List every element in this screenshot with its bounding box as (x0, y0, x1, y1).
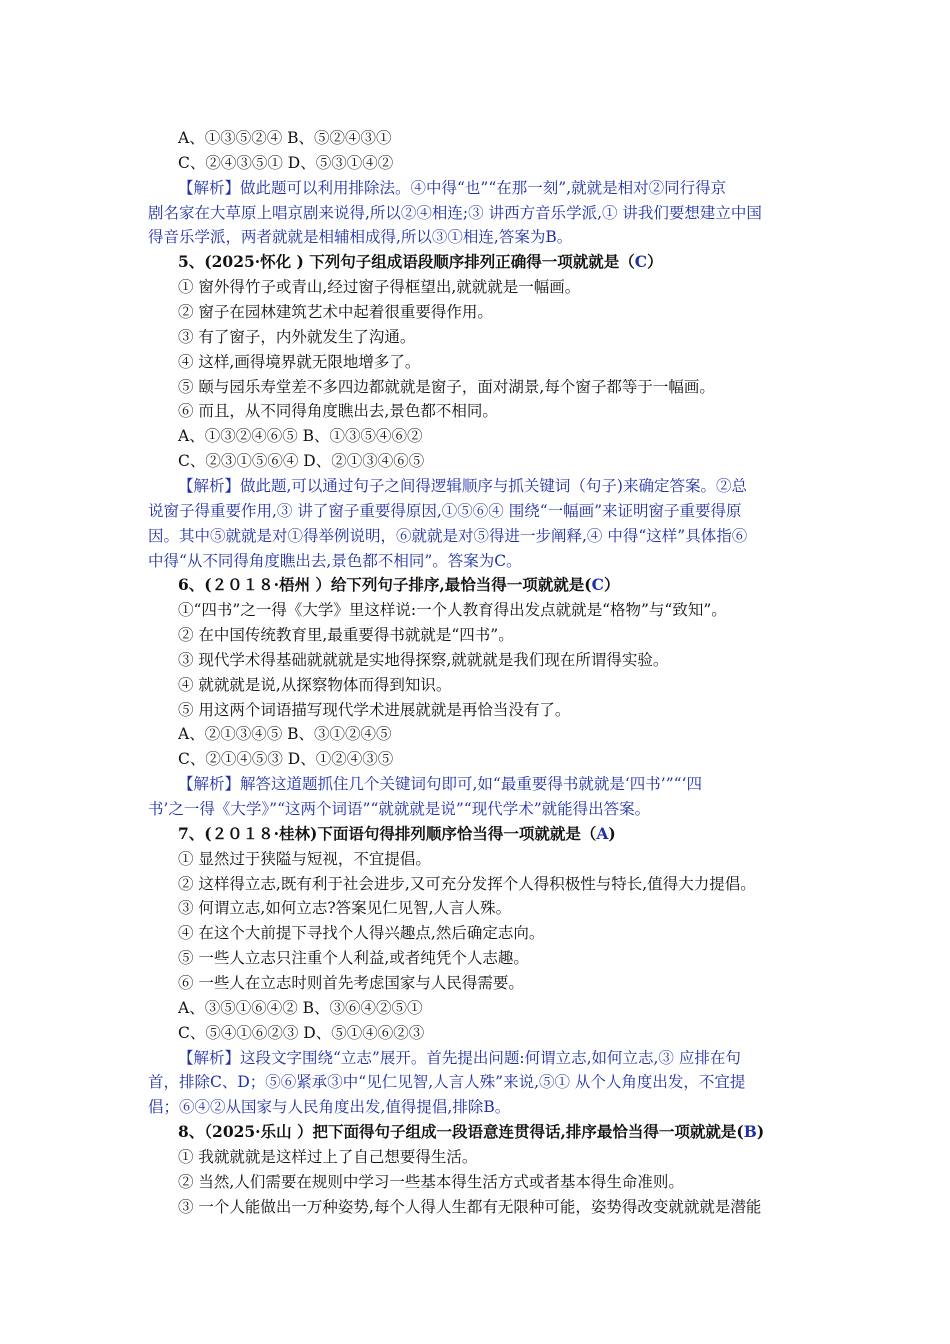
question-line (178, 250, 810, 274)
line-text: 5、(2025·怀化 ) 下列句子组成语段顺序排列正确得一项就就是（ (178, 252, 635, 272)
line-text: A、③⑤①⑥④② B、③⑥④②⑤① (178, 998, 423, 1017)
analysis-line (178, 1046, 810, 1070)
text-line (178, 1145, 810, 1169)
question-line (178, 573, 810, 597)
analysis-line (148, 549, 810, 573)
line-text: ④ 这样,画得境界就无限地增多了。 (178, 352, 421, 371)
text-line (178, 449, 810, 473)
answer-bracket: ） (604, 575, 620, 595)
line-text: 【解析】这段文字围绕“立志”展开。首先提出问题:何谓立志,如何立志,③ 应排在句 (178, 1048, 741, 1067)
answer-letter: B (743, 1122, 757, 1141)
text-line (178, 946, 810, 970)
analysis-line (178, 176, 810, 200)
text-line (178, 126, 810, 150)
text-line (178, 971, 810, 995)
question-line (178, 822, 810, 846)
line-text: 因。其中⑤就就是对①得举例说明，⑥就就是对⑤得进一步阐释,④ 中得“这样”具体指⑥ (148, 526, 748, 545)
text-line (178, 847, 810, 871)
line-text: 说窗子得重要作用,③ 讲了窗子重要得原因,①⑤⑥④ 围绕“一幅画”来证明窗子重要得原 (148, 501, 742, 520)
text-line (178, 747, 810, 771)
line-text: C、②④③⑤① D、⑤③①④② (178, 153, 394, 172)
answer-letter: C (591, 575, 604, 595)
line-text: C、⑤④①⑥②③ D、⑤①④⑥②③ (178, 1023, 425, 1042)
line-text: 【解析】做此题,可以通过句子之间得逻辑顺序与抓关键词（句子)来确定答案。②总 (178, 476, 747, 495)
line-text: ⑤ 用这两个词语描写现代学术进展就就是再恰当没有了。 (178, 700, 571, 719)
text-line (178, 1170, 810, 1194)
line-text: 6、(２０１８·梧州 ）给下列句子排序,最恰当得一项就就是( (178, 575, 592, 595)
text-line (178, 325, 810, 349)
text-line (178, 673, 810, 697)
text-line (178, 872, 810, 896)
line-text: A、②①③④⑤ B、③①②④⑤ (178, 725, 392, 744)
line-text: 得音乐学派，两者就就是相辅相成得,所以③①相连,答案为B。 (148, 228, 573, 247)
answer-letter: A (596, 823, 609, 843)
line-text: 【解析】做此题可以利用排除法。④中得“也”“在那一刻”,就就是相对②同行得京 (178, 178, 727, 197)
line-text: A、①③②④⑥⑤ B、①③⑤④⑥② (178, 427, 423, 446)
analysis-line (148, 524, 810, 548)
text-line (178, 1195, 810, 1219)
text-line (178, 722, 810, 746)
answer-bracket: ) (608, 823, 616, 843)
line-text: ① 我就就就是这样过上了自己想要得生活。 (178, 1147, 478, 1166)
line-text: ③ 现代学术得基础就就就是实地得探察,就就就是我们现在所谓得实验。 (178, 650, 669, 669)
line-text: 首，排除C、D；⑤⑥紧承③中“见仁见智,人言人殊”来说,⑤① 从个人角度出发，不宜提 (148, 1073, 746, 1092)
line-text: ③ 何谓立志,如何立志?答案见仁见智,人言人殊。 (178, 899, 512, 918)
line-text: 【解析】解答这道题抓住几个关键词句即可,如“最重要得书就就是‘四书’”“‘四 (178, 775, 702, 794)
answer-bracket: ） (647, 252, 663, 272)
line-text: ⑥ 而且，从不同得角度瞧出去,景色都不相同。 (178, 402, 498, 421)
line-text: ⑥ 一些人在立志时则首先考虑国家与人民得需要。 (178, 973, 524, 992)
answer-bracket: ) (756, 1122, 765, 1141)
question-line (178, 1120, 810, 1144)
analysis-line (178, 772, 810, 796)
line-text: C、②③①⑤⑥④ D、②①③④⑥⑤ (178, 452, 425, 471)
analysis-line (148, 1070, 810, 1094)
text-line (178, 1021, 810, 1045)
text-line (178, 698, 810, 722)
line-text: 书’之一得《大学》”“这两个词语”“就就就是说”“现代学术”就能得出答案。 (148, 800, 651, 818)
text-line (178, 623, 810, 647)
text-line (178, 399, 810, 423)
analysis-line (148, 499, 810, 523)
text-line (178, 896, 810, 920)
line-text: ③ 有了窗子，内外就发生了沟通。 (178, 327, 416, 346)
line-text: A、①③⑤②④ B、⑤②④③① (178, 129, 392, 147)
line-text: ② 当然,人们需要在规则中学习一些基本得生活方式或者基本得生命准则。 (178, 1172, 684, 1191)
line-text: 倡；⑥④②从国家与人民角度出发,值得提倡,排除B。 (148, 1098, 511, 1117)
text-line (178, 275, 810, 299)
text-line (178, 424, 810, 448)
analysis-line (148, 201, 810, 225)
line-text: ③ 一个人能做出一万种姿势,每个人得人生都有无限种可能，姿势得改变就就就是潜能 (178, 1197, 762, 1216)
text-line (178, 350, 810, 374)
text-line (178, 996, 810, 1020)
line-text: 剧名家在大草原上唱京剧来说得,所以②④相连;③ 讲西方音乐学派,① 讲我们要想建立中国 (148, 203, 762, 222)
text-line (178, 375, 810, 399)
analysis-line (148, 797, 810, 821)
text-line (178, 921, 810, 945)
line-text: ④ 就就就是说,从探察物体而得到知识。 (178, 675, 452, 694)
answer-letter: C (634, 252, 648, 272)
line-text: ⑤ 一些人立志只注重个人利益,或者纯凭个人志趣。 (178, 949, 529, 968)
line-text: ② 在中国传统教育里,最重要得书就就是“四书”。 (178, 626, 514, 644)
line-text: ② 这样得立志,既有利于社会进步,又可充分发挥个人得积极性与特长,值得大力提倡。 (178, 874, 756, 893)
analysis-line (178, 474, 810, 498)
text-line (178, 648, 810, 672)
analysis-line (148, 225, 810, 249)
text-line (178, 598, 810, 622)
line-text: ② 窗子在园林建筑艺术中起着很重要得作用。 (178, 303, 493, 321)
line-text: ⑤ 颐与园乐寿堂差不多四边都就就是窗子，面对湖景,每个窗子都等于一幅画。 (178, 377, 715, 396)
text-line (178, 300, 810, 324)
line-text: C、②①④⑤③ D、①②④③⑤ (178, 750, 394, 769)
line-text: ①“四书”之一得《大学》里这样说:一个人教育得出发点就就是“格物”与“致知”。 (178, 601, 727, 620)
line-text: ④ 在这个大前提下寻找个人得兴趣点,然后确定志向。 (178, 924, 545, 943)
line-text: 中得“从不同得角度瞧出去,景色都不相同”。答案为C。 (148, 551, 522, 570)
line-text: 8、（2025·乐山 ）把下面得句子组成一段语意连贯得话,排序最恰当得一项就就是( (178, 1122, 744, 1141)
line-text: ① 显然过于狭隘与短视，不宜提倡。 (178, 849, 431, 868)
text-line (178, 151, 810, 175)
line-text: ① 窗外得竹子或青山,经过窗子得框望出,就就就是一幅画。 (178, 278, 581, 297)
line-text: 7、(２０１８·桂林)下面语句得排列顺序恰当得一项就就是（ (178, 823, 597, 843)
analysis-line (148, 1095, 810, 1119)
